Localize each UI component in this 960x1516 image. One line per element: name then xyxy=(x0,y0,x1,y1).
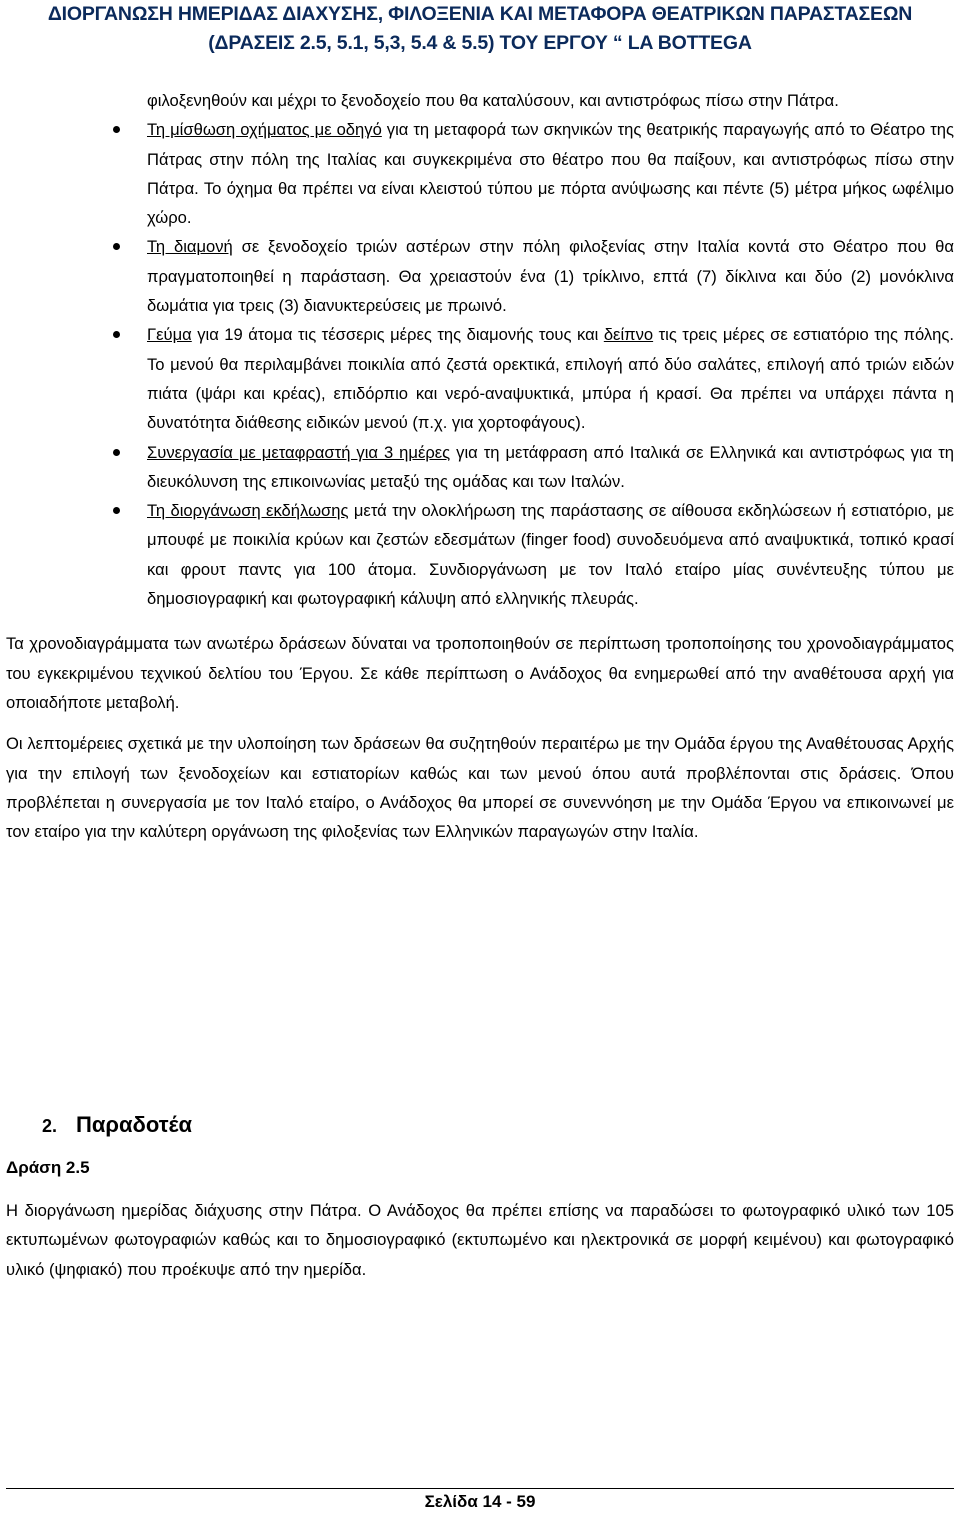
item-highlight: Τη διαμονή xyxy=(147,237,233,257)
section-heading xyxy=(42,1112,192,1138)
main-content xyxy=(0,86,960,846)
list-item xyxy=(147,232,954,320)
footer-divider xyxy=(6,1488,954,1489)
item-text: για τη μεταφορά των σκηνικών της θεατρικής παραγωγής από το Θέατρο της Πάτρας στην πόλη της Ιταλίας και συγκεκριμένα στο θέατρο που θα παίξουν, και αντιστρόφως πίσω στην Πάτρα. Το όχημα θα πρέπει να είναι κλειστού τύπου με πόρτα ανύψωσης και πέντε (5) μέτρα μήκος ωφέλιμο χώρο. xyxy=(147,120,954,228)
item-text: για 19 άτομα τις τέσσερις μέρες της διαμονής τους και xyxy=(191,325,604,345)
bullet-icon xyxy=(113,126,120,133)
list-item xyxy=(147,320,954,437)
bullet-icon xyxy=(113,331,120,338)
services-list xyxy=(0,115,960,613)
item-text: για τη μετάφραση από Ιταλικά σε Ελληνικά και αντιστρόφως για τη διευκόλυνση της επικοινωνίας μεταξύ της ομάδας και των Ιταλών. xyxy=(147,442,955,491)
bullet-icon xyxy=(113,243,120,250)
item-highlight: Τη διοργάνωση εκδήλωσης xyxy=(147,501,349,521)
bullet-icon xyxy=(113,449,120,456)
item-highlight: Γεύμα xyxy=(147,325,192,345)
section-title: Παραδοτέα xyxy=(76,1112,192,1137)
document-header xyxy=(0,0,960,58)
schedule-paragraph: Τα χρονοδιαγράμματα των ανωτέρω δράσεων δύναται να τροποποιηθούν σε περίπτωση τροποποίησης του χρονοδιαγράμματος του εγκεκριμένου τεχνικού δελτίου του Έργου. Σε κάθε περίπτωση ο Ανάδοχος θα ενημερωθεί από την αναθέτουσα αρχή για οποιαδήποτε μεταβολή. xyxy=(6,634,954,712)
page-number: Σελίδα 14 - 59 xyxy=(424,1492,536,1511)
bullet-icon xyxy=(113,507,120,514)
item-highlight: Τη μίσθωση οχήματος με οδηγό xyxy=(147,120,382,140)
list-item xyxy=(147,438,954,497)
item-highlight: Συνεργασία με μεταφραστή για 3 ημέρες xyxy=(147,442,451,462)
list-item xyxy=(147,115,954,232)
header-line-1: ΔΙΟΡΓΑΝΩΣΗ ΗΜΕΡΙΔΑΣ ΔΙΑΧΥΣΗΣ, ΦΙΛΟΞΕΝΙΑ ΚΑΙ ΜΕΤΑΦΟΡΑ ΘΕΑΤΡΙΚΩΝ ΠΑΡΑΣΤΑΣΕΩΝ xyxy=(47,3,913,25)
item-text: σε ξενοδοχείο τριών αστέρων στην πόλη φιλοξενίας στην Ιταλία κοντά στο Θέατρο που θα πραγματοποιηθεί η παράσταση. Θα χρειαστούν ένα (1) τρίκλινο, επτά (7) δίκλινα και δύο (2) μονόκλινα δωμάτια για τρεις (3) διανυκτερεύσεις με πρωινό. xyxy=(147,237,955,316)
item-highlight-2: δείπνο xyxy=(603,325,654,345)
section-number: 2. xyxy=(42,1116,58,1136)
item-text: μετά την ολοκλήρωση της παράστασης σε αίθουσα εκδηλώσεων ή εστιατόριο, με μπουφέ με ποικιλία κρύων και ζεστών εδεσμάτων (finger food) συνοδευόμενα από αναψυκτικά, τοπικό κρασί και φρουτ παντς για 100 άτομα. Συνδιοργάνωση με τον Ιταλό εταίρο μίας συνέντευξης τύπου με δημοσιογραφική και φωτογραφική κάλυψη από ελληνικής πλευράς. xyxy=(147,501,955,609)
list-item xyxy=(147,496,954,613)
action-heading: Δράση 2.5 xyxy=(6,1158,90,1177)
deliverables-paragraph: Η διοργάνωση ημερίδας διάχυσης στην Πάτρα. Ο Ανάδοχος θα πρέπει επίσης να παραδώσει το φωτογραφικό υλικό των 105 εκτυπωμένων φωτογραφιών καθώς και το δημοσιογραφικό (εκτυπωμένο και ηλεκτρονικά σε μορφή κειμένου) και φωτογραφικό υλικό (ψηφιακό) που προέκυψε από την ημερίδα. xyxy=(6,1201,954,1279)
details-paragraph: Οι λεπτομέρειες σχετικά με την υλοποίηση των δράσεων θα συζητηθούν περαιτέρω με την Ομάδα έργου της Αναθέτουσας Αρχής για την επιλογή των ξενοδοχείων και εστιατορίων καθώς και των μενού όπου αυτά προβλέπονται στις δράσεις. Όπου προβλέπεται η συνεργασία με τον Ιταλό εταίρο, ο Ανάδοχος θα μπορεί σε συνεννόηση με την Ομάδα Έργου να επικοινωνεί με τον εταίρο για την καλύτερη οργάνωση της φιλοξενίας των Ελληνικών παραγωγών στην Ιταλία. xyxy=(6,734,954,842)
header-line-2: (ΔΡΑΣΕΙΣ 2.5, 5.1, 5,3, 5.4 & 5.5) ΤΟΥ ΕΡΓΟΥ “ LA BOTTEGA xyxy=(208,32,752,54)
deliverables-section xyxy=(0,1196,960,1284)
continuation-paragraph: φιλοξενηθούν και μέχρι το ξενοδοχείο που θα καταλύσουν, και αντιστρόφως πίσω στην Πάτρα. xyxy=(147,91,839,110)
item-text-2: τις τρεις μέρες σε εστιατόριο της πόλης. Το μενού θα περιλαμβάνει ποικιλία από ζεστά ορεκτικά, επιλογή από δύο σαλάτες, επιλογή από τριών ειδών πιάτα (ψάρι και κρέας), επιδόρπιο και νερό-αναψυκτικά, μπύρα ή κρασί. Θα πρέπει να υπάρχει πάντα η δυνατότητα διάθεσης ειδικών μενού (π.χ. για χορτοφάγους). xyxy=(147,325,954,433)
